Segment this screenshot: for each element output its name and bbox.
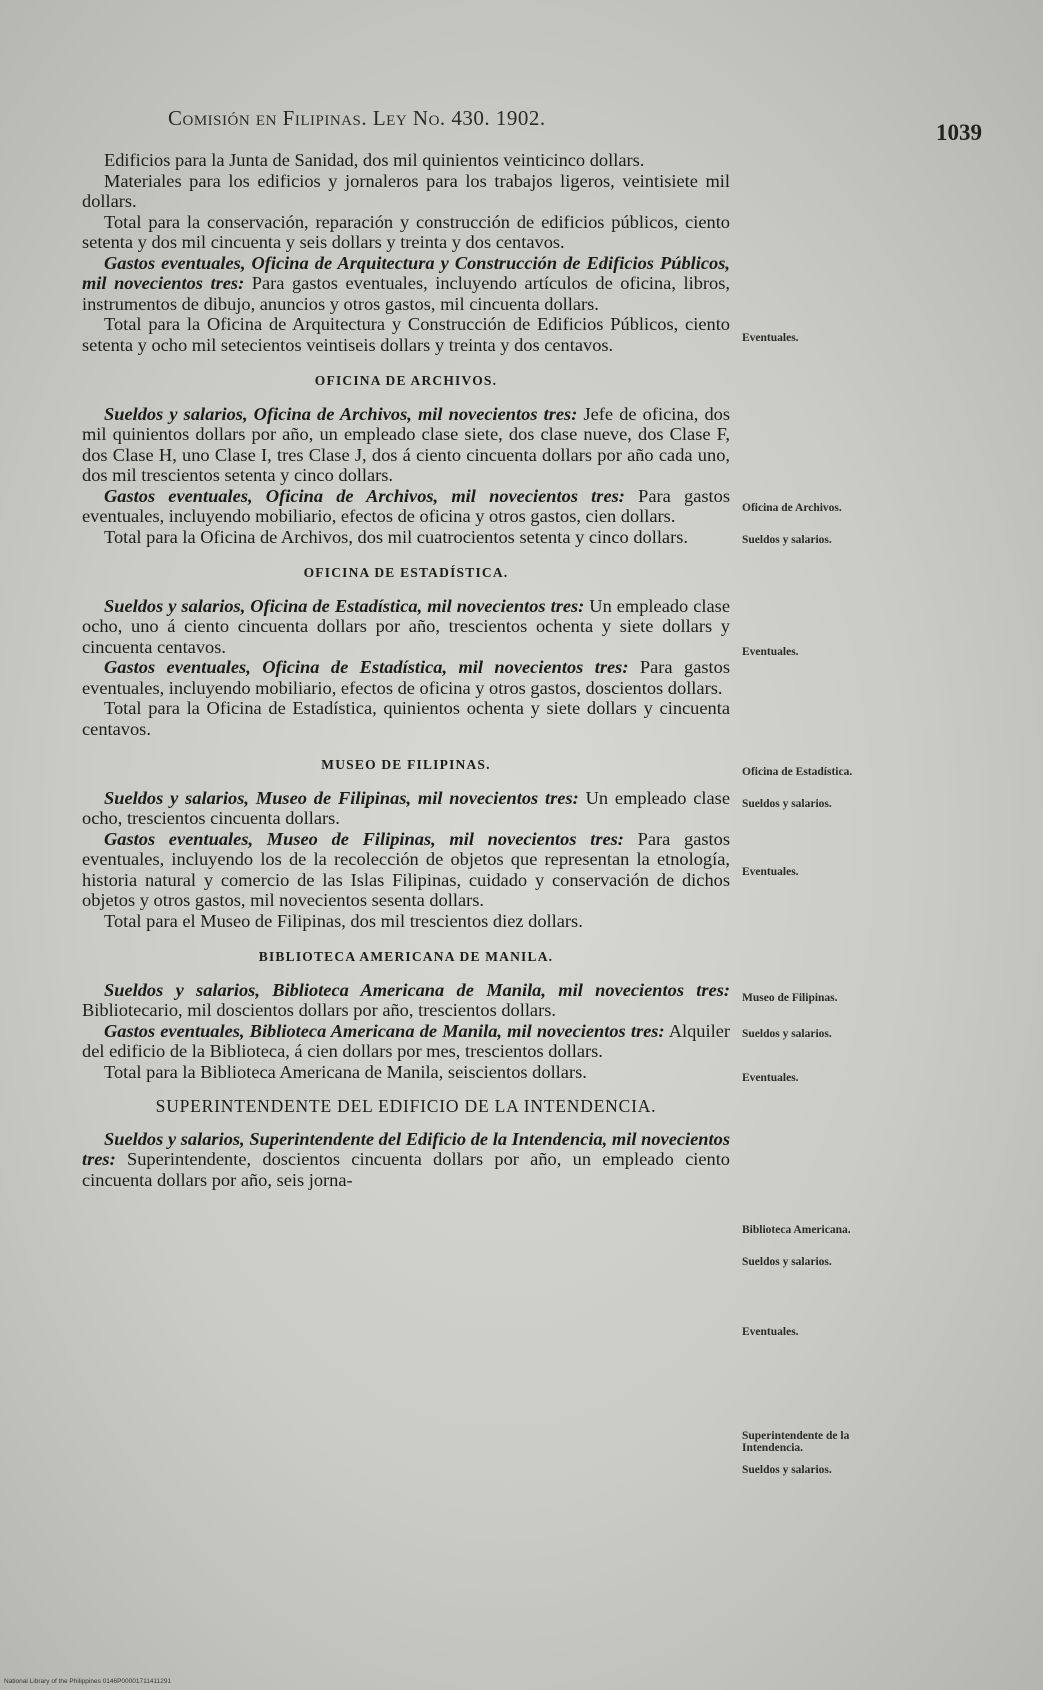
paragraph: Total para el Museo de Filipinas, dos mil trescientos diez dollars. [104,910,583,931]
margin-note: Museo de Filipinas. [742,992,838,1004]
section-heading-intendencia: SUPERINTENDENTE DEL EDIFICIO DE LA INTENDENCIA. [155,1096,657,1116]
item-body: Para gastos eventuales, incluyendo los de la recolección de objetos que representan la etnología, historia natural y comercio de las Islas Filipinas, cuidado y conservación de dichos objetos y otros gastos, mil novecientos sesenta dollars. [82,828,730,910]
paragraph [82,596,730,658]
margin-note: Eventuales. [742,866,799,878]
margin-note: Sueldos y salarios. [742,1028,832,1040]
margin-note: Eventuales. [742,1072,799,1084]
paragraph [82,1021,730,1062]
item-heading: Gastos eventuales, Museo de Filipinas, mil novecientos tres: [104,828,624,849]
item-body: Jefe de oficina, dos mil quinientos dollars por año, un empleado clase siete, dos clase nueve, dos Clase F, dos Clase H, uno Clase I, tres Clase J, dos á ciento cincuenta dollars por año cada uno, dos mil trescientos setenta y cinco dollars. [82,403,731,485]
item-body: Alquiler del edificio de la Biblioteca, á cien dollars por mes, trescientos dollars. [82,1020,731,1061]
margin-note: Sueldos y salarios. [742,534,832,546]
item-heading: Gastos eventuales, Biblioteca Americana de Manila, mil novecientos tres: [104,1020,665,1041]
paragraph [82,404,730,486]
paragraph [82,1129,730,1191]
item-heading: Sueldos y salarios, Superintendente del Edificio de la Intendencia, mil novecientos tres: [82,1128,730,1169]
item-heading: Sueldos y salarios, Oficina de Archivos, mil novecientos tres: [104,403,578,424]
item-body: Un empleado clase ocho, trescientos cincuenta dollars. [82,787,730,828]
paragraph: Materiales para los edificios y jornaleros para los trabajos ligeros, veintisiete mil dollars. [82,170,730,211]
paragraph: Edificios para la Junta de Sanidad, dos mil quinientos veinticinco dollars. [104,150,645,170]
item-body: Un empleado clase ocho, uno á ciento cincuenta dollars por año, trescientos ochenta y siete dollars y cincuenta centavos. [82,595,730,657]
paragraph [82,486,730,527]
main-text [82,150,730,1190]
section-heading-biblioteca: BIBLIOTECA AMERICANA DE MANILA. [258,949,554,964]
paragraph: Total para la Oficina de Arquitectura y Construcción de Edificios Públicos, ciento setenta y ocho mil setecientos veintiseis dollars y treinta y dos centavos. [82,314,730,355]
item-heading: Gastos eventuales, Oficina de Estadística, mil novecientos tres: [104,657,629,677]
paragraph [82,253,730,315]
margin-note: Oficina de Estadística. [742,766,853,778]
item-heading: Gastos eventuales, Oficina de Arquitectura y Construcción de Edificios Públicos, mil novecientos tres: [82,252,730,293]
paragraph: Total para la Oficina de Estadística, quinientos ochenta y siete dollars y cincuenta centavos. [82,698,730,739]
margin-note: Eventuales. [742,332,799,344]
margin-note: Biblioteca Americana. [742,1224,851,1236]
paragraph: Total para la Biblioteca Americana de Manila, seiscientos dollars. [104,1061,587,1082]
paragraph: Total para la conservación, reparación y construcción de edificios públicos, ciento setenta y dos mil cincuenta y seis dollars y treinta y dos centavos. [82,211,730,252]
margin-note: Sueldos y salarios. [742,1464,832,1476]
margin-note: Oficina de Archivos. [742,502,842,514]
margin-note: Eventuales. [742,1326,799,1338]
item-body: Para gastos eventuales, incluyendo mobiliario, efectos de oficina y otros gastos, doscientos dollars. [82,657,730,698]
section-heading-museo: MUSEO DE FILIPINAS. [321,757,491,772]
item-heading: Sueldos y salarios, Museo de Filipinas, mil novecientos tres: [104,787,579,808]
item-body: Bibliotecario, mil doscientos dollars por año, trescientos dollars. [82,1000,556,1020]
section-heading-archivos: OFICINA DE ARCHIVOS. [314,373,498,388]
paragraph [82,980,730,1021]
paragraph: Total para la Oficina de Archivos, dos mil cuatrocientos setenta y cinco dollars. [104,526,688,547]
item-body: Superintendente, doscientos cincuenta dollars por año, un empleado ciento cincuenta dollars por año, seis jorna- [82,1149,730,1190]
section-heading-estadistica: OFICINA DE ESTADÍSTICA. [303,565,509,580]
paragraph [82,657,730,698]
item-heading: Sueldos y salarios, Biblioteca Americana de Manila, mil novecientos tres: [104,979,730,1000]
item-heading: Sueldos y salarios, Oficina de Estadística, mil novecientos tres: [104,595,585,616]
margin-note: Sueldos y salarios. [742,798,832,810]
margin-note: Eventuales. [742,646,799,658]
margin-note: Superintendente de la Intendencia. [742,1430,850,1454]
page-number: 1039 [936,120,982,145]
item-heading: Gastos eventuales, Oficina de Archivos, mil novecientos tres: [104,485,625,506]
item-body: Para gastos eventuales, incluyendo mobiliario, efectos de oficina y otros gastos, cien dollars. [82,485,730,526]
running-header [168,106,628,131]
paragraph [82,829,730,911]
item-body: Para gastos eventuales, incluyendo artículos de oficina, libros, instrumentos de dibujo, anuncios y otros gastos, mil cincuenta dollars. [82,273,730,314]
margin-note: Sueldos y salarios. [742,1256,832,1268]
scan-footer: National Library of the Philippines 0146P00001711411291 [4,1678,172,1685]
paragraph [82,788,730,829]
running-title: Comisión en Filipinas. Ley No. 430. 1902. [168,106,546,130]
